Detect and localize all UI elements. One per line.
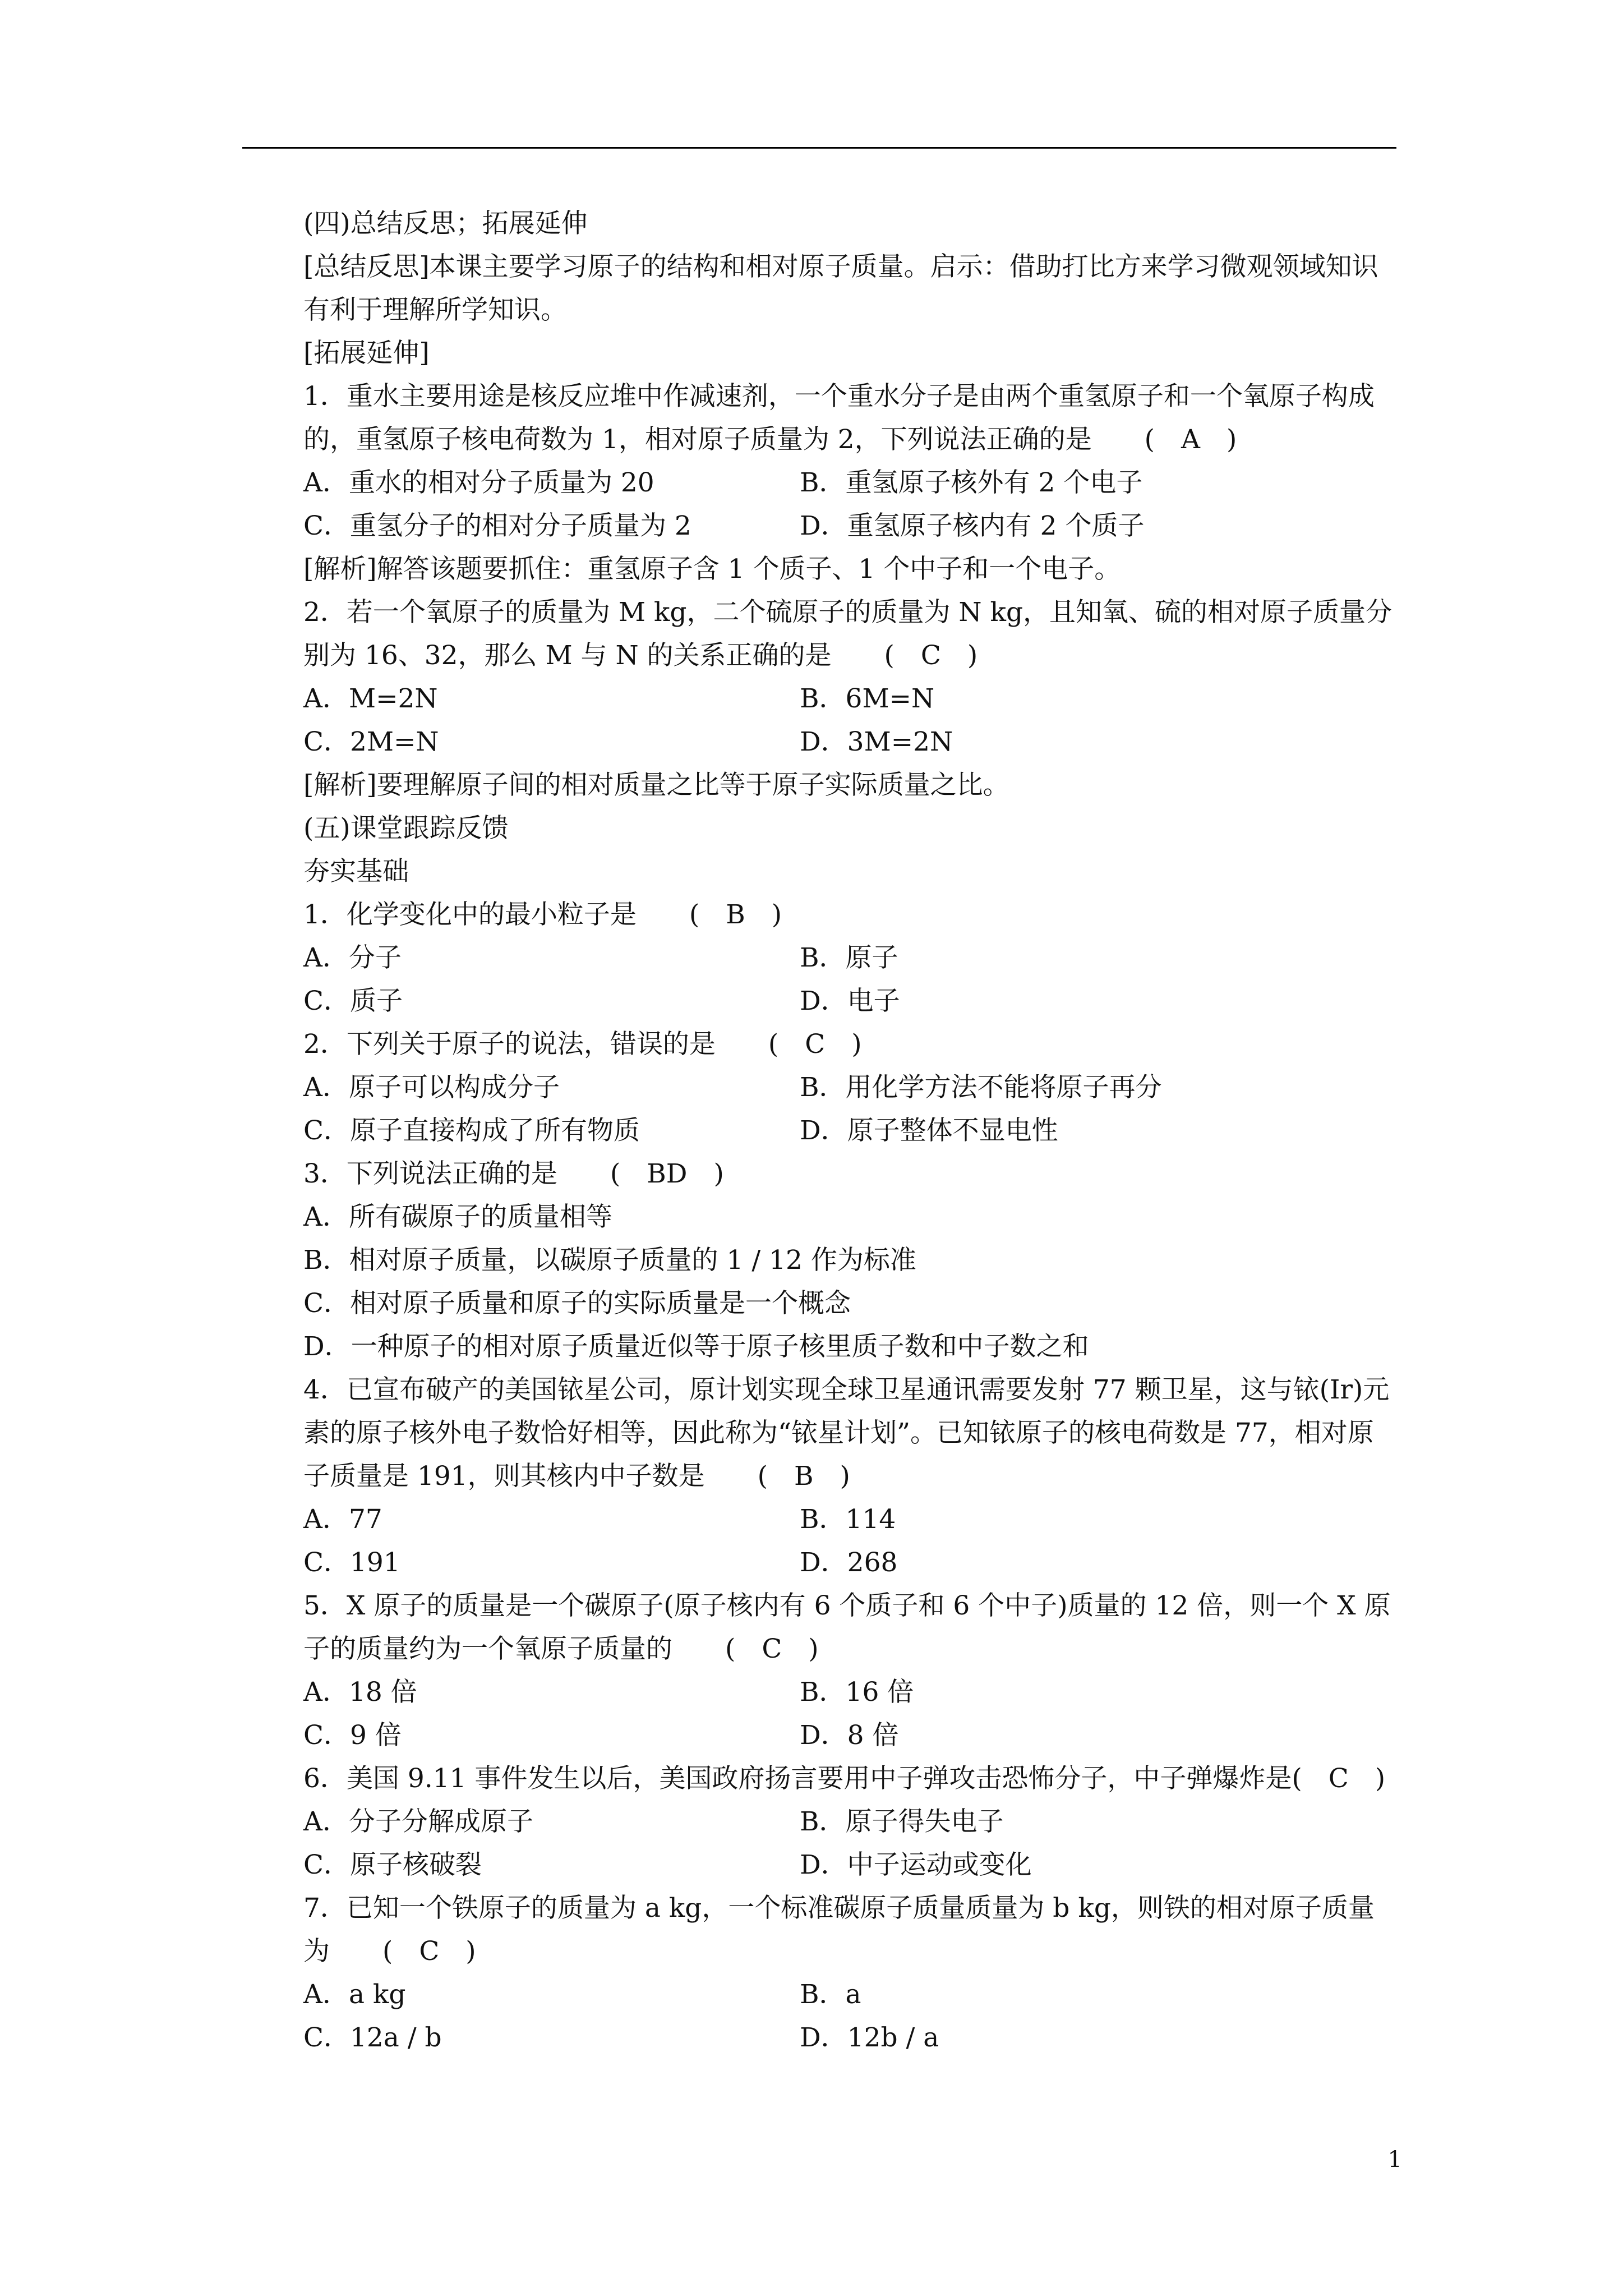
answer-option: A．分子 [303,942,402,973]
paragraph: 7．已知一个铁原子的质量为 a kg，一个标准碳原子质量质量为 b kg，则铁的相对原子质量为 ( C ) [303,1893,1375,1967]
answer-option: B．114 [800,1504,896,1535]
answer-option: D．12b / a [800,2022,939,2053]
paragraph: [解析]要理解原子间的相对质量之比等于原子实际质量之比。 [303,770,1009,800]
document-body [247,202,1397,2059]
paragraph: [解析]解答该题要抓住：重氢原子含 1 个质子、1 个中子和一个电子。 [303,554,1121,585]
answer-option: D．重氢原子核内有 2 个质子 [800,510,1145,541]
paragraph: [拓展延伸] [303,338,430,369]
option-row [247,677,1397,720]
paragraph: 1．重水主要用途是核反应堆中作减速剂，一个重水分子是由两个重氢原子和一个氧原子构成的，重氢原子核电荷数为 1，相对原子质量为 2，下列说法正确的是 ( A ) [303,381,1375,455]
option-row [247,720,1397,763]
answer-option: C．9 倍 [303,1720,402,1751]
header-rule [242,147,1396,149]
answer-option: A．M=2N [303,683,438,714]
answer-option: D．8 倍 [800,1720,899,1751]
answer-option: B．6M=N [800,683,935,714]
option-row [247,1066,1397,1109]
paragraph: B．相对原子质量，以碳原子质量的 1 / 12 作为标准 [303,1245,916,1276]
option-row [247,1714,1397,1757]
option-row [247,2016,1397,2059]
option-row [247,1843,1397,1887]
paragraph: 4．已宣布破产的美国铱星公司，原计划实现全球卫星通讯需要发射 77 颗卫星，这与铱(Ir)元素的原子核外电子数恰好相等，因此称为“铱星计划”。已知铱原子的核电荷数是 77，相对原子质量是 191，则其核内中子数是 ( B ) [303,1374,1390,1492]
answer-option: C．原子核破裂 [303,1849,482,1880]
paragraph: 6．美国 9.11 事件发生以后，美国政府扬言要用中子弹攻击恐怖分子，中子弹爆炸是( C ) [303,1763,1386,1794]
paragraph: 5．X 原子的质量是一个碳原子(原子核内有 6 个质子和 6 个中子)质量的 12 倍，则一个 X 原子的质量约为一个氧原子质量的 ( C ) [303,1590,1391,1664]
answer-option: A．18 倍 [303,1677,417,1708]
paragraph: A．所有碳原子的质量相等 [303,1202,612,1232]
paragraph: D．一种原子的相对原子质量近似等于原子核里质子数和中子数之和 [303,1331,1089,1362]
option-row [247,1800,1397,1843]
option-row [247,461,1397,504]
answer-option: C．原子直接构成了所有物质 [303,1115,640,1146]
option-row [247,936,1397,979]
answer-option: C．质子 [303,986,403,1016]
answer-option: A．原子可以构成分子 [303,1072,560,1103]
answer-option: C．191 [303,1547,400,1578]
option-row [247,504,1397,547]
answer-option: D．268 [800,1547,898,1578]
answer-option: C．重氢分子的相对分子质量为 2 [303,510,691,541]
answer-option: C．12a / b [303,2022,442,2053]
answer-option: B．原子得失电子 [800,1806,1004,1837]
paragraph: (五)课堂跟踪反馈 [303,813,509,844]
paragraph: [总结反思]本课主要学习原子的结构和相对原子质量。启示：借助打比方来学习微观领域知识有利于理解所学知识。 [303,251,1378,325]
answer-option: D．电子 [800,986,900,1016]
answer-option: B．16 倍 [800,1677,914,1708]
answer-option: C．2M=N [303,726,439,757]
answer-option: D．中子运动或变化 [800,1849,1032,1880]
paragraph: 2．若一个氧原子的质量为 M kg，二个硫原子的质量为 N kg，且知氧、硫的相对原子质量分别为 16、32，那么 M 与 N 的关系正确的是 ( C ) [303,597,1393,671]
paragraph: C．相对原子质量和原子的实际质量是一个概念 [303,1288,851,1319]
answer-option: B．重氢原子核外有 2 个电子 [800,467,1143,498]
option-row [247,1671,1397,1714]
answer-option: B．原子 [800,942,898,973]
paragraph: 2．下列关于原子的说法，错误的是 ( C ) [303,1029,862,1060]
answer-option: D．3M=2N [800,726,953,757]
page-number: 1 [1387,2147,1402,2173]
answer-option: B．a [800,1979,861,2010]
paragraph: (四)总结反思；拓展延伸 [303,208,588,239]
paragraph: 3．下列说法正确的是 ( BD ) [303,1158,724,1189]
option-row [247,1498,1397,1541]
answer-option: A．a kg [303,1979,406,2010]
paragraph: 1．化学变化中的最小粒子是 ( B ) [303,899,782,930]
option-row [247,1109,1397,1152]
paragraph: 夯实基础 [303,856,409,887]
answer-option: D．原子整体不显电性 [800,1115,1058,1146]
option-row [247,1973,1397,2016]
answer-option: A．重水的相对分子质量为 20 [303,467,654,498]
answer-option: A．77 [303,1504,382,1535]
answer-option: B．用化学方法不能将原子再分 [800,1072,1162,1103]
option-row [247,979,1397,1023]
answer-option: A．分子分解成原子 [303,1806,533,1837]
option-row [247,1541,1397,1584]
